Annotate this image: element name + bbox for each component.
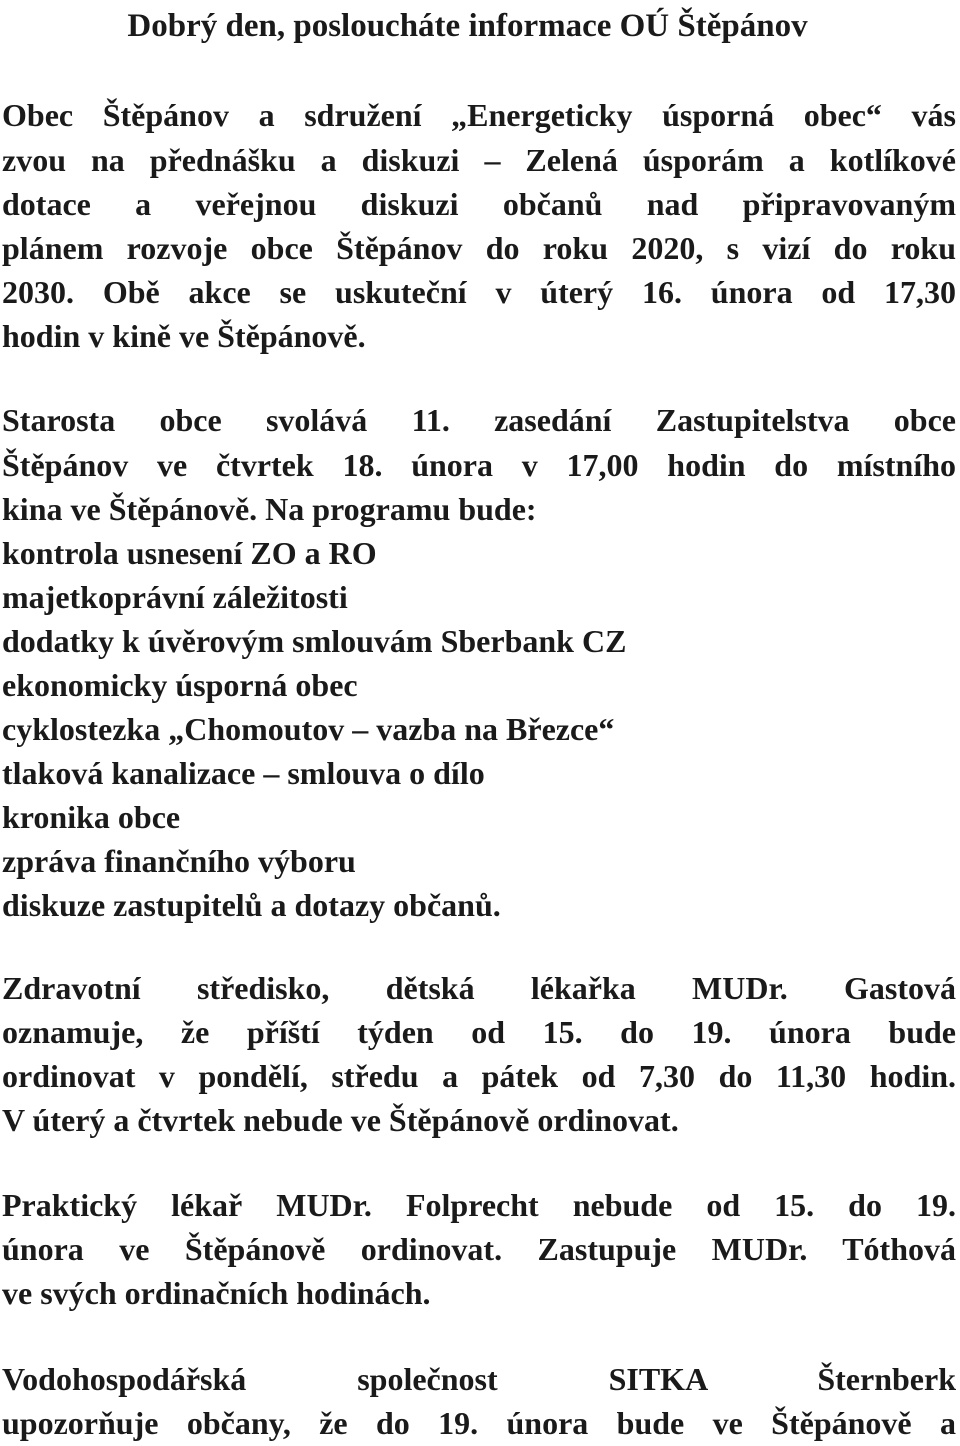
agenda-item: tlaková kanalizace – smlouva o dílo — [2, 755, 485, 791]
text-line: plánem rozvoje obce Štěpánov do roku 2020, s vizí do roku — [2, 230, 956, 266]
text-line: oznamuje, že příští týden od 15. do 19. února bude — [2, 1014, 956, 1050]
text-line: Starosta obce svolává 11. zasedání Zastupitelstva obce — [2, 402, 956, 438]
text-line: dotace a veřejnou diskuzi občanů nad připravovaným — [2, 186, 956, 222]
text-line: ordinovat v pondělí, středu a pátek od 7,30 do 11,30 hodin. — [2, 1058, 956, 1094]
text-line: kina ve Štěpánově. Na programu bude: — [2, 491, 537, 527]
text-line: Zdravotní středisko, dětská lékařka MUDr. Gastová — [2, 970, 956, 1006]
agenda-item: ekonomicky úsporná obec — [2, 667, 358, 703]
agenda-item: diskuze zastupitelů a dotazy občanů. — [2, 887, 501, 923]
agenda-item: zpráva finančního výboru — [2, 843, 356, 879]
agenda-item: cyklostezka „Chomoutov – vazba na Březce“ — [2, 711, 615, 747]
text-line: zvou na přednášku a diskuzi – Zelená úsporám a kotlíkové — [2, 142, 956, 178]
text-line: Štěpánov ve čtvrtek 18. února v 17,00 hodin do místního — [2, 447, 956, 483]
text-line: V úterý a čtvrtek nebude ve Štěpánově ordinovat. — [2, 1102, 679, 1138]
text-line: hodin v kině ve Štěpánově. — [2, 318, 366, 354]
text-line: Praktický lékař MUDr. Folprecht nebude od 15. do 19. — [2, 1187, 956, 1223]
agenda-item: majetkoprávní záležitosti — [2, 579, 348, 615]
text-line: Vodohospodářská společnost SITKA Šternberk — [2, 1361, 956, 1397]
page-title: Dobrý den, posloucháte informace OÚ Štěpánov — [127, 8, 808, 44]
agenda-item: kontrola usnesení ZO a RO — [2, 535, 377, 571]
text-line: upozorňuje občany, že do 19. února bude ve Štěpánově a — [2, 1405, 956, 1441]
text-line: 2030. Obě akce se uskuteční v úterý 16. února od 17,30 — [2, 274, 956, 310]
text-line: února ve Štěpánově ordinovat. Zastupuje MUDr. Tóthová — [2, 1231, 956, 1267]
agenda-item: kronika obce — [2, 799, 181, 835]
text-line: Obec Štěpánov a sdružení „Energeticky úsporná obec“ vás — [2, 97, 956, 133]
agenda-item: dodatky k úvěrovým smlouvám Sberbank CZ — [2, 623, 627, 659]
text-line: ve svých ordinačních hodinách. — [2, 1275, 431, 1311]
